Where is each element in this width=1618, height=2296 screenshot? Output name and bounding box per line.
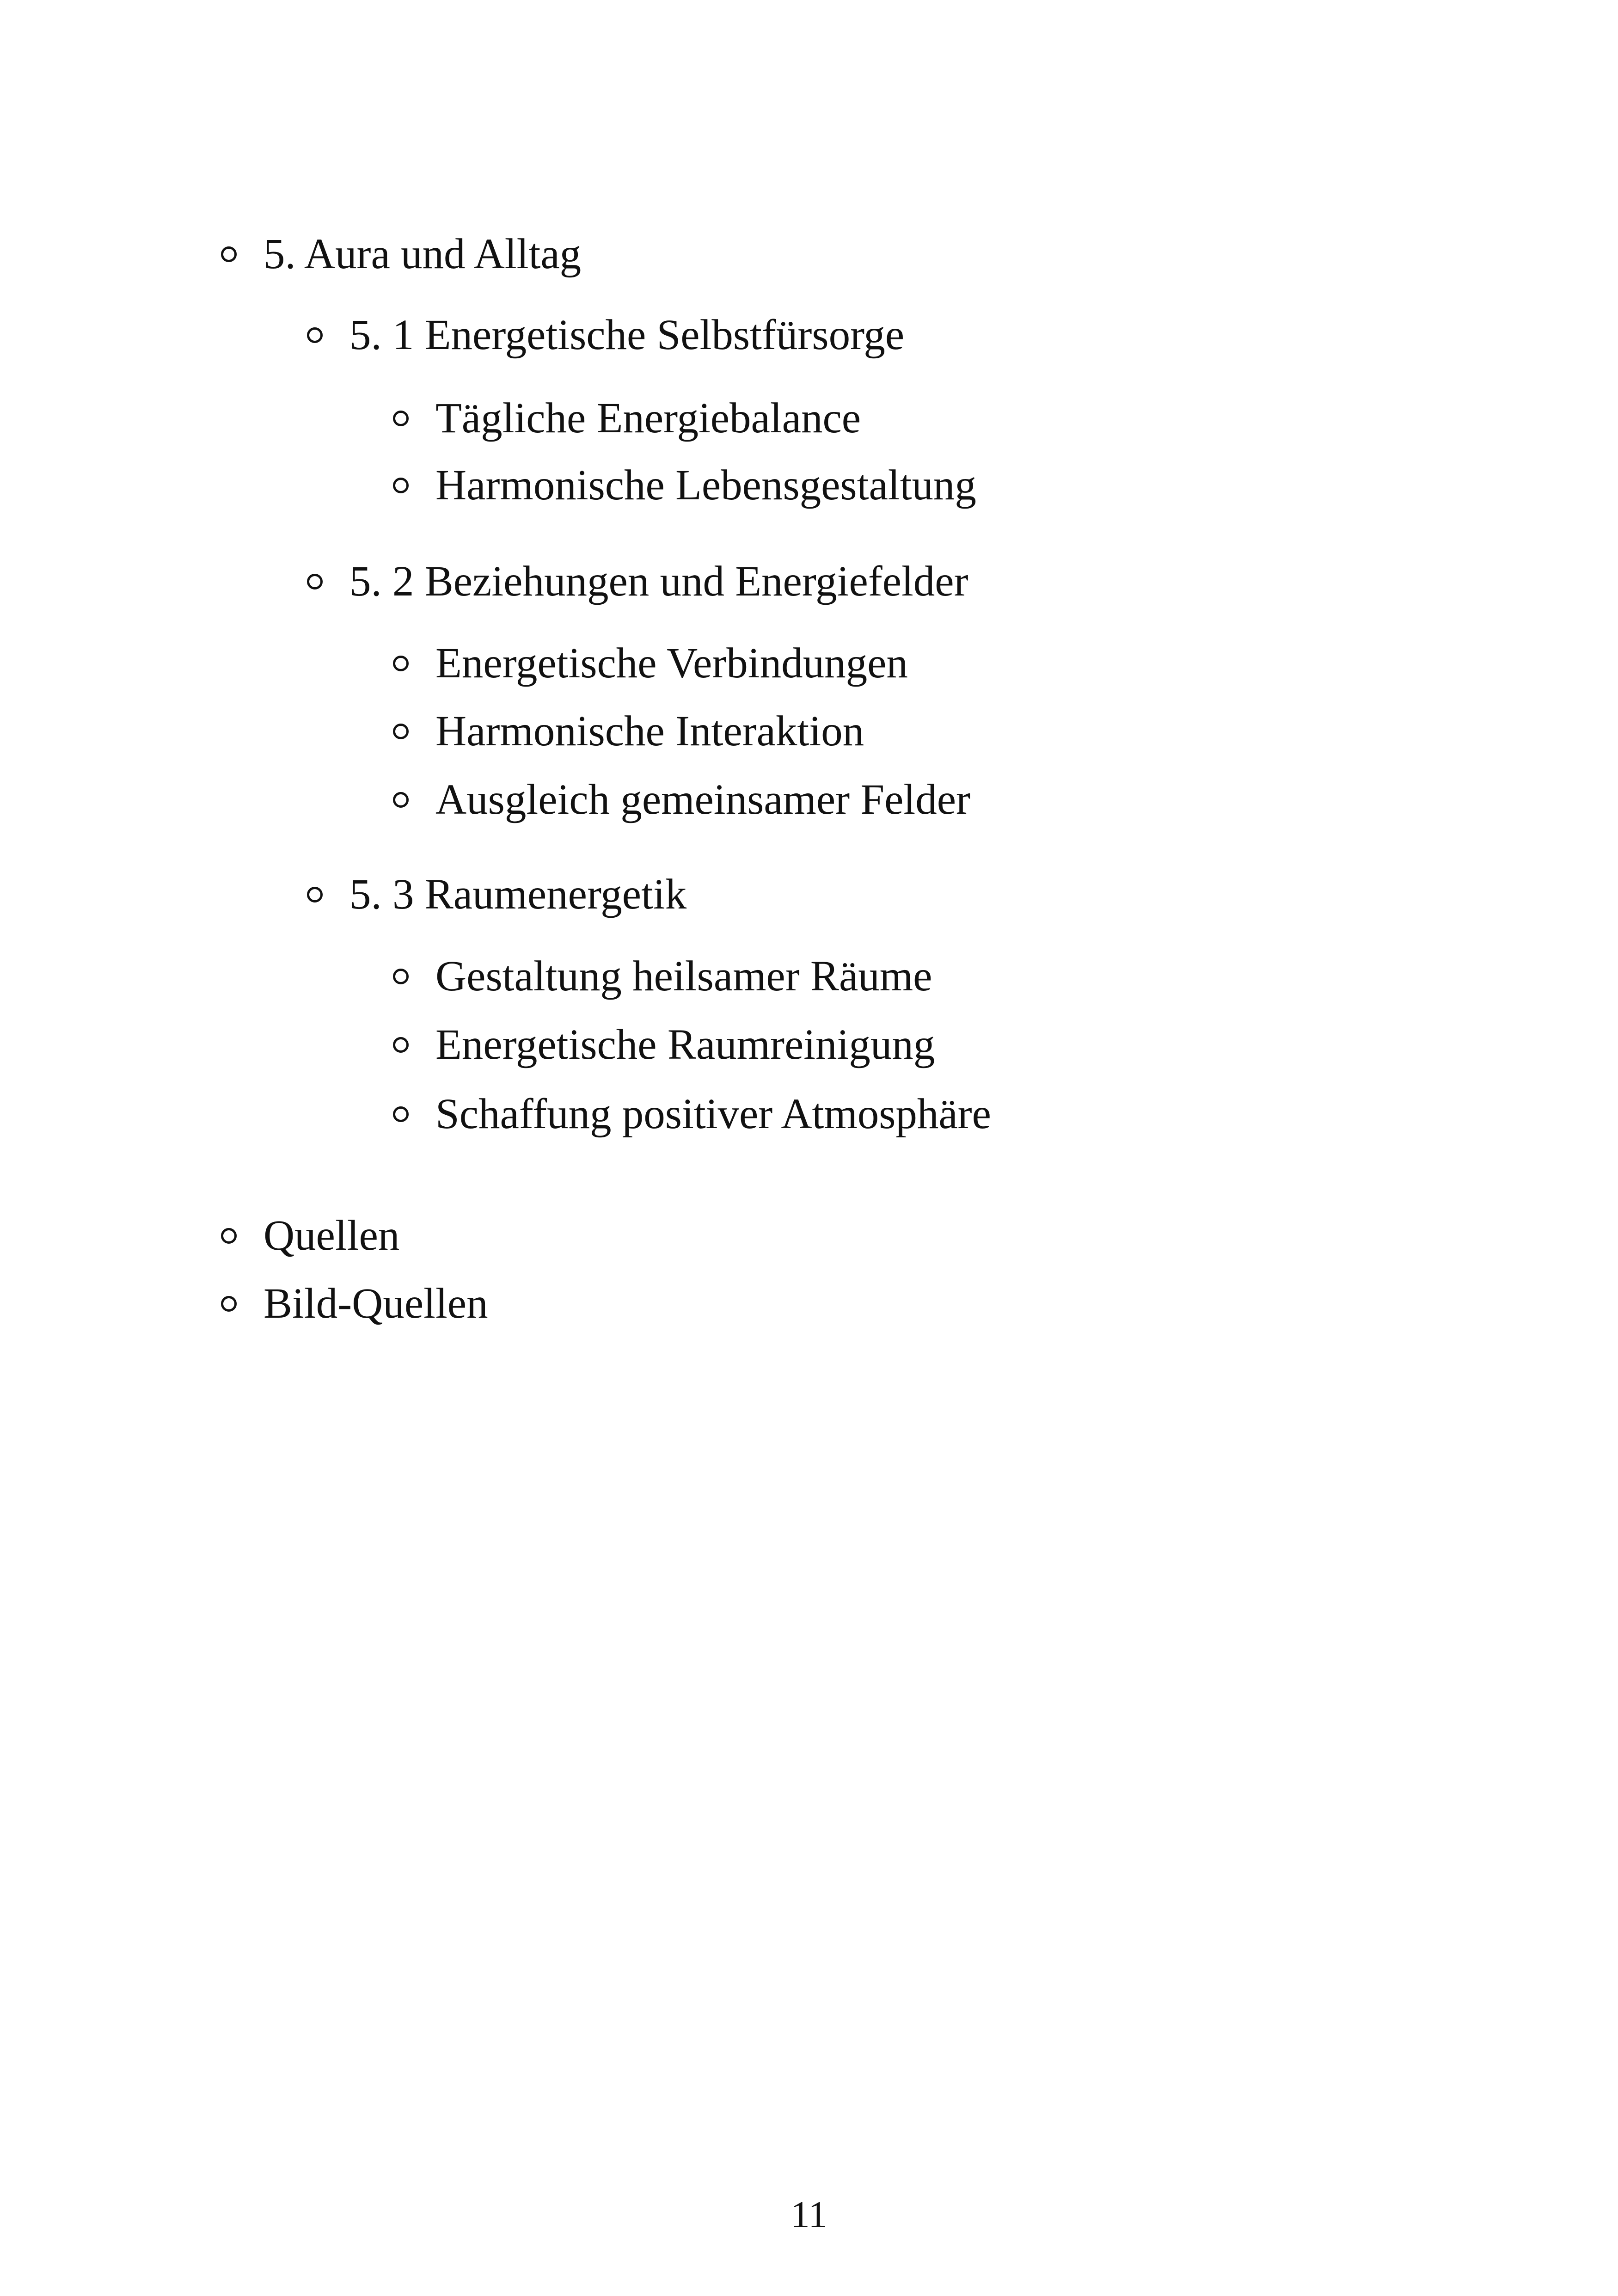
- hollow-circle-bullet-icon: [221, 1296, 237, 1312]
- toc-entry-chapter-5[interactable]: [221, 227, 581, 282]
- hollow-circle-bullet-icon: [307, 887, 323, 902]
- toc-entry-subitem[interactable]: [393, 704, 864, 759]
- hollow-circle-bullet-icon: [307, 574, 323, 589]
- toc-entry-subitem[interactable]: [393, 772, 970, 828]
- hollow-circle-bullet-icon: [221, 1228, 237, 1244]
- hollow-circle-bullet-icon: [221, 246, 237, 262]
- hollow-circle-bullet-icon: [393, 1037, 409, 1053]
- hollow-circle-bullet-icon: [393, 1106, 409, 1122]
- toc-entry-label: Gestaltung heilsamer Räume: [435, 952, 932, 1000]
- toc-entry-label: 5. Aura und Alltag: [264, 230, 582, 278]
- hollow-circle-bullet-icon: [393, 478, 409, 493]
- hollow-circle-bullet-icon: [307, 327, 323, 343]
- toc-entry-subitem[interactable]: [393, 636, 908, 691]
- toc-entry-label: 5. 2 Beziehungen und Energiefelder: [349, 558, 968, 605]
- toc-entry-section-5-1[interactable]: [307, 307, 904, 363]
- toc-entry-label: Harmonische Lebensgestaltung: [435, 461, 976, 509]
- toc-entry-section-5-3[interactable]: [307, 867, 686, 922]
- toc-entry-label: Schaffung positiver Atmosphäre: [435, 1090, 991, 1138]
- toc-entry-subitem[interactable]: [393, 949, 932, 1004]
- toc-entry-label: Tägliche Energiebalance: [435, 394, 861, 442]
- hollow-circle-bullet-icon: [393, 792, 409, 808]
- toc-entry-label: Energetische Verbindungen: [435, 639, 908, 687]
- hollow-circle-bullet-icon: [393, 411, 409, 426]
- toc-entry-label: Bild-Quellen: [264, 1280, 488, 1327]
- toc-entry-label: 5. 3 Raumenergetik: [349, 871, 687, 918]
- toc-entry-image-sources[interactable]: [221, 1276, 488, 1332]
- toc-entry-subitem[interactable]: [393, 1087, 991, 1142]
- toc-entry-subitem[interactable]: [393, 391, 861, 446]
- hollow-circle-bullet-icon: [393, 969, 409, 984]
- toc-entry-subitem[interactable]: [393, 1017, 935, 1073]
- toc-entry-label: Quellen: [264, 1212, 400, 1259]
- toc-entry-subitem[interactable]: [393, 458, 976, 513]
- toc-entry-label: Ausgleich gemeinsamer Felder: [435, 776, 970, 823]
- toc-entry-label: Energetische Raumreinigung: [435, 1021, 935, 1068]
- toc-entry-section-5-2[interactable]: [307, 554, 968, 609]
- page-number: 11: [791, 2193, 827, 2235]
- toc-entry-label: 5. 1 Energetische Selbstfürsorge: [349, 311, 905, 359]
- toc-entry-sources[interactable]: [221, 1208, 399, 1264]
- hollow-circle-bullet-icon: [393, 724, 409, 739]
- toc-entry-label: Harmonische Interaktion: [435, 707, 864, 755]
- hollow-circle-bullet-icon: [393, 656, 409, 671]
